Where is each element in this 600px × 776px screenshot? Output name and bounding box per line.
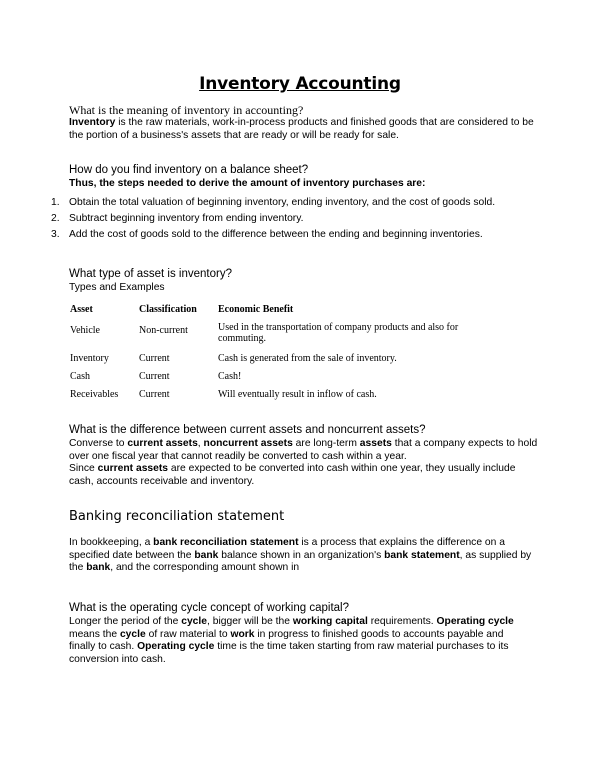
- table-row: [67, 320, 492, 349]
- table-cell: Cash is generated from the sale of inventory.: [218, 353, 397, 364]
- text-run: time is the time taken starting from raw material purchases to its conversion into cash.: [69, 641, 509, 665]
- question-current-vs-noncurrent: What is the difference between current assets and noncurrent assets?: [69, 424, 426, 436]
- text-run: , as supplied by the: [69, 549, 532, 573]
- list-number: 2.: [51, 213, 60, 224]
- table-row: [67, 385, 492, 403]
- document-title: Inventory Accounting: [199, 74, 401, 94]
- text-run: is the raw materials, work-in-process products and finished goods that are considered to be the portion of a business's assets that are ready or will be ready for sale.: [69, 117, 534, 141]
- list-number: 1.: [51, 197, 60, 208]
- text-run: , and the corresponding amount shown in: [110, 562, 300, 573]
- list-item: [40, 211, 560, 227]
- asset-table: [67, 304, 492, 403]
- bold-term: working capital: [292, 616, 368, 627]
- list-item: [40, 195, 560, 211]
- text-run: , bigger will be the: [207, 616, 293, 627]
- table-cell: Receivables: [70, 389, 119, 400]
- bold-term: current assets: [97, 463, 169, 474]
- bold-term: work: [230, 628, 255, 640]
- table-cell: Current: [139, 353, 170, 364]
- table-caption: Types and Examples: [69, 282, 165, 293]
- text-run: Longer the period of the: [69, 616, 182, 627]
- paragraph-noncurrent: [69, 438, 539, 463]
- bold-term: bank: [86, 562, 111, 573]
- bold-term: cycle: [119, 628, 146, 640]
- steps-lead: Thus, the steps needed to derive the amount of inventory purchases are:: [69, 178, 426, 189]
- table-header-row: [67, 304, 492, 320]
- table-cell: Cash: [70, 371, 90, 382]
- table-cell: Cash!: [218, 371, 242, 382]
- list-text: Subtract beginning inventory from ending inventory.: [69, 213, 304, 224]
- table-cell: Will eventually result in inflow of cash.: [218, 389, 377, 400]
- list-item: [40, 227, 560, 243]
- text-run: are expected to be converted into cash within one year, they usually include cash, accounts receivable and inventory.: [69, 463, 516, 487]
- text-run: are long-term: [292, 438, 360, 449]
- text-run: Converse to: [69, 438, 128, 449]
- bold-term: bank: [194, 549, 219, 561]
- list-text: Add the cost of goods sold to the difference between the ending and beginning inventories.: [69, 229, 483, 240]
- table-cell: Current: [139, 371, 170, 382]
- text-run: means the: [69, 628, 120, 640]
- table-cell: Inventory: [70, 353, 109, 364]
- bold-term: bank reconciliation statement: [153, 537, 299, 548]
- table-row: [67, 367, 492, 385]
- text-run: of raw material to: [145, 628, 231, 640]
- bold-term: Operating cycle: [436, 616, 514, 627]
- steps-list: [40, 195, 560, 243]
- question-operating-cycle: What is the operating cycle concept of working capital?: [69, 602, 349, 614]
- bold-term: noncurrent assets: [203, 438, 293, 449]
- bold-term: assets: [359, 438, 392, 449]
- bold-term: Inventory: [69, 117, 116, 128]
- text-run: In bookkeeping, a: [69, 537, 154, 548]
- paragraph-operating-cycle: [69, 616, 521, 666]
- text-run: balance shown in an organization's: [218, 549, 385, 561]
- text-run: is a process that explains the difference on a specified date between the: [69, 537, 505, 561]
- table-cell: Current: [139, 389, 170, 400]
- text-run: that a company expects to hold over one fiscal year that cannot readily be converted to cash within a year.: [69, 438, 538, 462]
- section-heading-bank-reconciliation: Banking reconciliation statement: [69, 509, 285, 524]
- bold-term: current assets: [127, 438, 198, 449]
- paragraph-current: [69, 463, 539, 488]
- text-run: requirements.: [367, 616, 437, 627]
- paragraph-inventory-definition: [69, 117, 539, 142]
- question-asset-type: What type of asset is inventory?: [69, 268, 232, 280]
- table-cell: Non-current: [139, 325, 188, 336]
- text-run: ,: [197, 438, 204, 449]
- table-cell: Vehicle: [70, 325, 100, 336]
- question-balance-sheet: How do you find inventory on a balance sheet?: [69, 164, 309, 176]
- table-cell: Used in the transportation of company products and also for commuting.: [218, 322, 459, 344]
- column-header: Asset: [70, 304, 93, 315]
- text-run: in progress to finished goods to accounts payable and finally to cash.: [69, 628, 504, 652]
- column-header: Classification: [139, 304, 197, 315]
- bold-term: Operating cycle: [137, 641, 215, 652]
- bold-term: bank statement: [384, 549, 460, 561]
- paragraph-bank-reconciliation: [69, 537, 535, 575]
- list-number: 3.: [51, 229, 60, 240]
- table-row: [67, 349, 492, 367]
- column-header: Economic Benefit: [218, 304, 294, 315]
- list-text: Obtain the total valuation of beginning inventory, ending inventory, and the cost of goods sold.: [69, 197, 496, 208]
- question-inventory-meaning: What is the meaning of inventory in accounting?: [69, 103, 304, 117]
- bold-term: cycle: [181, 616, 207, 627]
- text-run: Since: [69, 463, 98, 474]
